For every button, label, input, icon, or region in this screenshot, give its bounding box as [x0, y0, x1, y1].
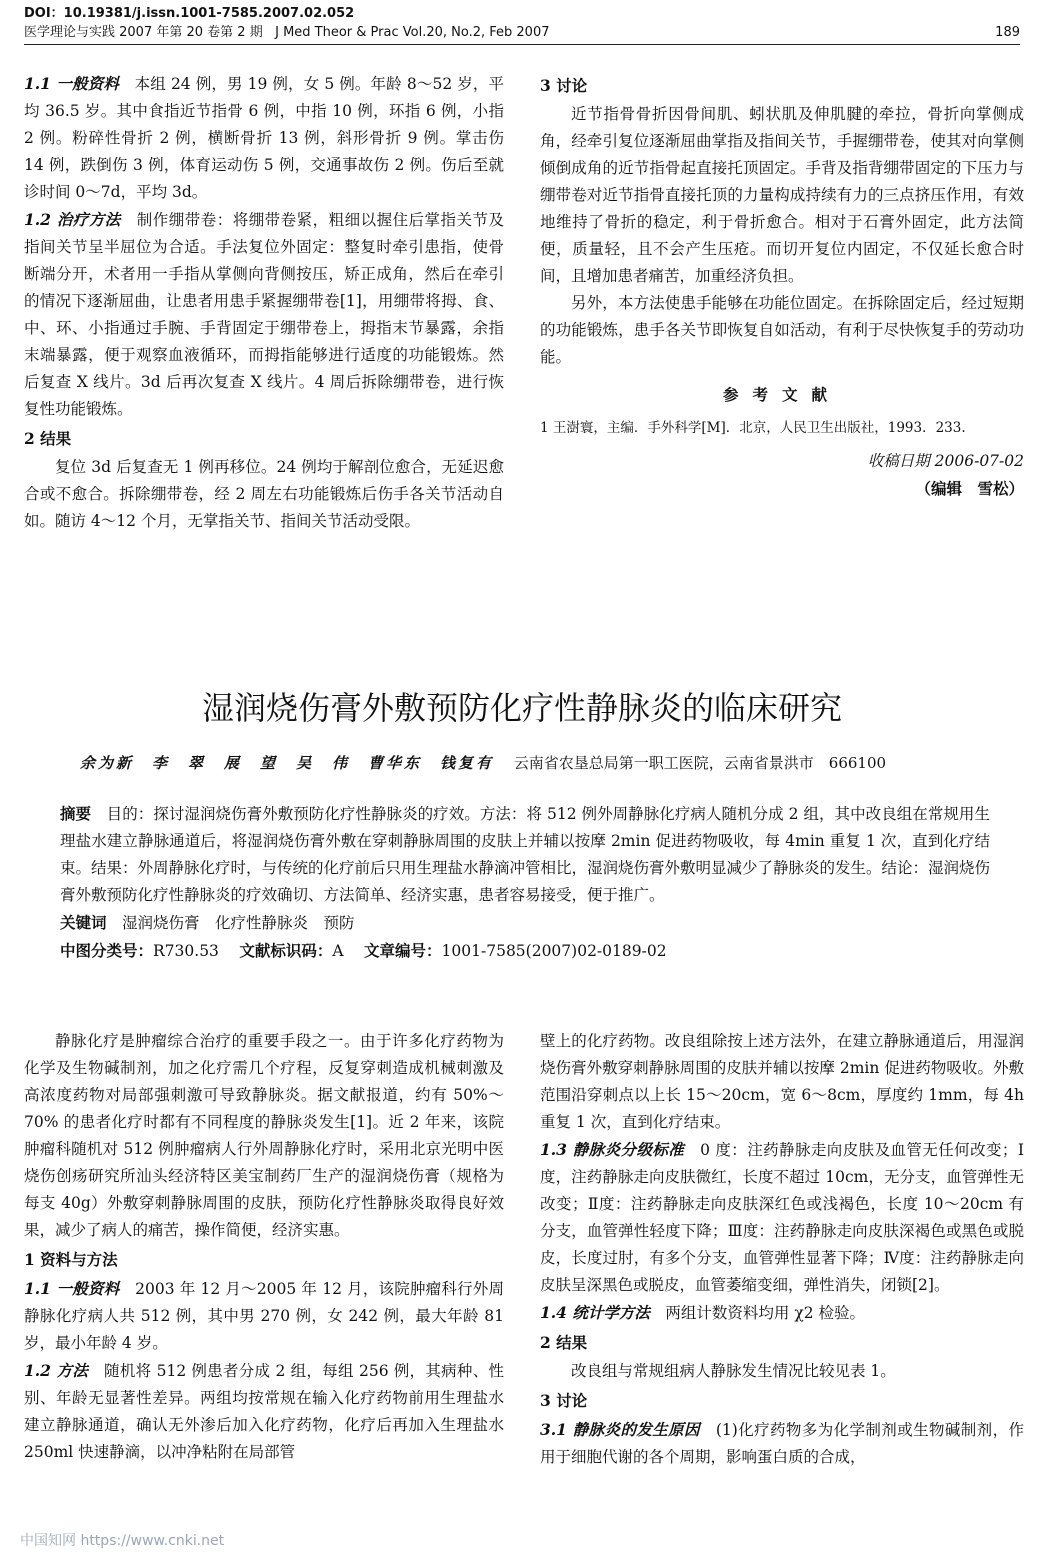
- doi: DOI：10.19381/j.issn.1001-7585.2007.02.052: [24, 6, 355, 21]
- keywords-label: 关键词: [60, 913, 107, 932]
- journal-cn: 医学理论与实践 2007 年第 20 卷第 2 期: [24, 25, 263, 40]
- section-heading: 1 资料与方法: [24, 1250, 118, 1269]
- subsection-label: 3.1 静脉炎的发生原因: [540, 1420, 700, 1439]
- subsection-label: 1.1 一般资料: [24, 1279, 120, 1298]
- running-header: [24, 4, 1020, 42]
- reference-item: 1 王澍寰，主编．手外科学[M]．北京，人民卫生出版社，1993．233.: [540, 420, 966, 436]
- body-paragraph: 近节指骨骨折因骨间肌、蚓状肌及伸肌腱的牵拉，骨折向掌侧成角，经牵引复位逐渐屈曲掌指及指间关节，手握绷带卷，使其对向掌侧倾倒成角的近节指骨起直接托顶固定。手背及指背绷带固定的下压力与绷带卷对近节指骨直接托顶的力量构成持续有力的三点挤压作用，有效地维持了骨折的稳定，利于骨折愈合。相对于石膏外固定，此方法简便，质量轻，且不会产生压疮。而切开复位内固定，不仅延长愈合时间，且增加患者痛苦，加重经济负担。: [540, 105, 1024, 285]
- author-names: 余为新 李 翠 展 望 吴 伟 曹华东 钱复有: [80, 754, 495, 772]
- section-heading: 3 讨论: [540, 76, 588, 95]
- clc-label: 中图分类号：: [60, 941, 154, 960]
- subsection-label: 1.2 方法: [24, 1361, 89, 1380]
- prev-article-right-column: [540, 70, 1024, 502]
- subsection-text: 本组 24 例，男 19 例，女 5 例。年龄 8～52 岁，平均 36.5 岁。其中食指近节指骨 6 例，中指 10 例，环指 6 例，小指 2 例。粉碎性骨折 2 例，横断骨折 13 例，斜形骨折 9 例。掌击伤 14 例，跌倒伤 3 例，体育运动伤 5 例，交通事故伤 2 例。伤后至就诊时间 0～7d，平均 3d。: [24, 75, 504, 201]
- clc-value: R730.53: [153, 942, 219, 960]
- subsection-text: 两组计数资料均用 χ2 检验。: [665, 1304, 865, 1322]
- article-right-column: [540, 1028, 1024, 1471]
- affiliation: 云南省农垦总局第一职工医院，云南省景洪市 666100: [513, 754, 887, 772]
- body-paragraph: 复位 3d 后复查无 1 例再移位。24 例均于解剖位愈合，无延迟愈合或不愈合。拆除绷带卷，经 2 周左右功能锻炼后伤手各关节活动自如。随访 4～12 个月，无掌指关节、指间关节活动受限。: [24, 458, 504, 530]
- subsection-label: 1.2 治疗方法: [24, 210, 121, 229]
- editor: （编辑 雪松）: [915, 479, 1024, 498]
- subsection-paragraph: [24, 70, 504, 206]
- subsection-paragraph: [24, 1275, 504, 1357]
- journal-info: [24, 23, 550, 42]
- author-line: [80, 751, 980, 775]
- body-paragraph: 另外，本方法使患手能够在功能位固定。在拆除固定后，经过短期的功能锻炼，患手各关节即恢复自如活动，有利于尽快恢复手的劳动功能。: [540, 294, 1024, 366]
- section-heading: 2 结果: [540, 1333, 588, 1352]
- abstract-block: [60, 800, 990, 965]
- section-heading: 3 讨论: [540, 1391, 588, 1410]
- subsection-paragraph: [540, 1416, 1024, 1471]
- watermark: 中国知网 https://www.cnki.net: [20, 1533, 225, 1549]
- prev-article-left-column: [24, 70, 504, 535]
- subsection-text: 2003 年 12 月～2005 年 12 月，该院肿瘤科行外周静脉化疗病人共 512 例，其中男 270 例，女 242 例，最大年龄 81 岁，最小年龄 4 岁。: [24, 1280, 504, 1352]
- keywords: 湿润烧伤膏 化疗性静脉炎 预防: [122, 914, 355, 932]
- received-date: 收稿日期 2006-07-02: [867, 452, 1024, 470]
- abstract-label: 摘要: [60, 804, 92, 823]
- article-title: 湿润烧伤膏外敷预防化疗性静脉炎的临床研究: [201, 689, 842, 727]
- subsection-paragraph: [540, 1136, 1024, 1299]
- journal-en: J Med Theor & Prac Vol.20, No.2, Feb 2007: [275, 25, 550, 40]
- body-paragraph: 静脉化疗是肿瘤综合治疗的重要手段之一。由于许多化疗药物为化学及生物碱制剂，加之化疗需几个疗程，反复穿刺造成机械刺激及高浓度药物对局部强刺激可导致静脉炎。据文献报道，约有 50%～70% 的患者化疗时都有不同程度的静脉炎发生[1]。近 2 年来，该院肿瘤科随机对 512 例肿瘤病人行外周静脉化疗时，采用北京光明中医烧伤创疡研究所汕头经济特区美宝制药厂生产的湿润烧伤膏（规格为每支 40g）外敷穿刺静脉周围的皮肤，预防化疗性静脉炎取得良好效果，减少了病人的痛苦，操作简便，经济实惠。: [24, 1032, 504, 1239]
- subsection-text: (1)化疗药物多为化学制剂或生物碱制剂，作用于细胞代谢的各个周期，影响蛋白质的合成，: [540, 1421, 1024, 1466]
- subsection-text: 制作绷带卷：将绷带卷紧，粗细以握住后掌指关节及指间关节呈半屈位为合适。手法复位外固定：整复时牵引患指，使骨断端分开，术者用一手指从掌侧向背侧按压，矫正成角，然后在牵引的情况下逐渐屈曲，让患者用患手紧握绷带卷[1]，用绷带将拇、食、中、环、小指通过手腕、手背固定于绷带卷上，拇指末节暴露，余指末端暴露，便于观察血液循环，而拇指能够进行适度的功能锻炼。然后复查 X 线片。3d 后再次复查 X 线片。4 周后拆除绷带卷，进行恢复性功能锻炼。: [24, 211, 504, 418]
- header-rule: [24, 44, 1020, 45]
- article-no-label: 文章编号：: [364, 941, 442, 960]
- subsection-paragraph: [24, 1357, 504, 1466]
- references-heading: 参考文献: [722, 385, 841, 404]
- subsection-label: 1.3 静脉炎分级标准: [540, 1140, 685, 1159]
- doc-code-label: 文献标识码：: [239, 941, 333, 960]
- page-number: 189: [995, 25, 1020, 40]
- article-no-value: 1001-7585(2007)02-0189-02: [441, 942, 667, 960]
- body-paragraph: 壁上的化疗药物。改良组除按上述方法外，在建立静脉通道后，用湿润烧伤膏外敷穿刺静脉周围的皮肤并辅以按摩 2min 促进药物吸收。外敷范围沿穿刺点以上长 15～20cm，宽 6～8cm，厚度约 1mm，每 4h 重复 1 次，直到化疗结束。: [540, 1032, 1024, 1131]
- subsection-text: 随机将 512 例患者分成 2 组，每组 256 例，其病种、性别、年龄无显著性差异。两组均按常规在输入化疗药物前用生理盐水建立静脉通道，确认无外渗后加入化疗药物，化疗后再加入生理盐水 250ml 快速静滴，以冲净粘附在局部管: [24, 1362, 504, 1461]
- doc-code-value: A: [332, 942, 344, 960]
- subsection-text: 0 度：注药静脉走向皮肤及血管无任何改变；Ⅰ度，注药静脉走向皮肤微红，长度不超过 10cm，无分支，血管弹性无改变；Ⅱ度：注药静脉走向皮肤深红色或浅褐色，长度 10～20cm 有分支，血管弹性轻度下降；Ⅲ度：注药静脉走向皮肤深褐色或黑色或脱皮，长度过肘，有多个分支，血管弹性显著下降；Ⅳ度：注药静脉走向皮肤呈深黑色或脱皮，血管萎缩变细，弹性消失，闭锁[2]。: [540, 1141, 1024, 1294]
- section-heading: 2 结果: [24, 429, 72, 448]
- abstract-text: 目的：探讨湿润烧伤膏外敷预防化疗性静脉炎的疗效。方法：将 512 例外周静脉化疗病人随机分成 2 组，其中改良组在常规用生理盐水建立静脉通道后，将湿润烧伤膏外敷在穿刺静脉周围的皮肤上并辅以按摩 2min 促进药物吸收，每 4min 重复 1 次，直到化疗结束。结果：外周静脉化疗时，与传统的化疗前后只用生理盐水静滴冲管相比，湿润烧伤膏外敷明显减少了静脉炎的发生。结论：湿润烧伤膏外敷预防化疗性静脉炎的疗效确切、方法简单、经济实惠，患者容易接受，便于推广。: [60, 805, 991, 904]
- subsection-label: 1.4 统计学方法: [540, 1303, 650, 1322]
- body-paragraph: 改良组与常规组病人静脉发生情况比较见表 1。: [571, 1362, 896, 1380]
- subsection-paragraph: [24, 206, 504, 423]
- article-left-column: [24, 1028, 504, 1466]
- subsection-paragraph: [540, 1299, 1024, 1327]
- subsection-label: 1.1 一般资料: [24, 74, 119, 93]
